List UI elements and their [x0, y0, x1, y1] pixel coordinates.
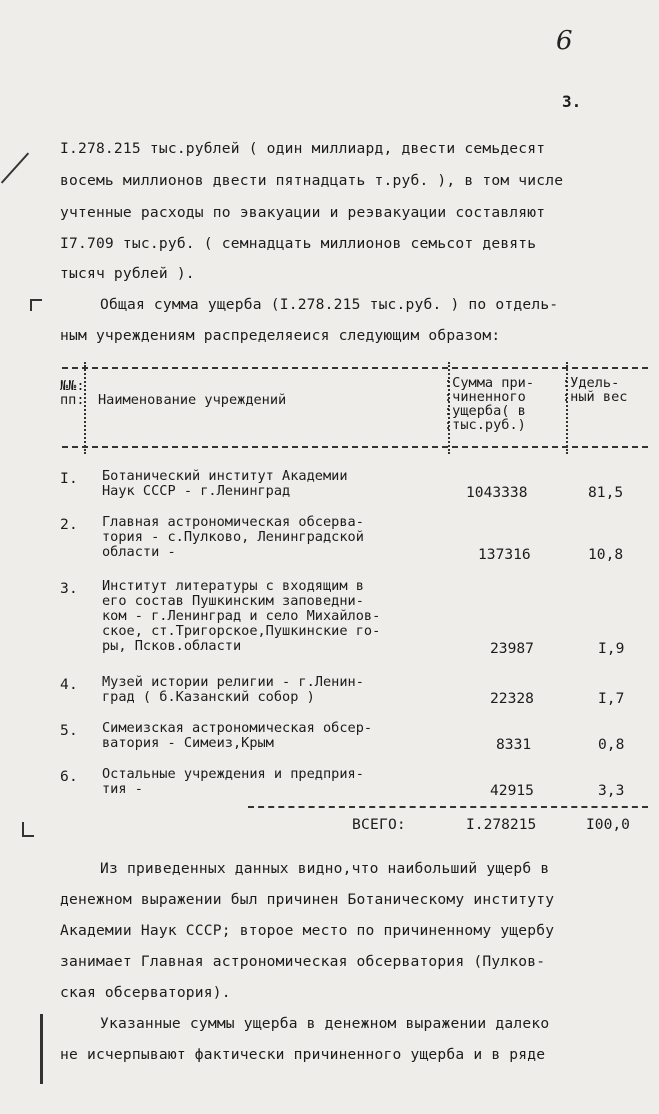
conclusion-line: занимает Главная астрономическая обсерватория (Пулков- — [60, 953, 546, 970]
header-share: :Удель- — [562, 375, 620, 391]
row-sum: 23987 — [490, 640, 534, 657]
intro-line: восемь миллионов двести пятнадцать т.руб. ), в том числе — [60, 172, 564, 189]
margin-slash-mark — [1, 152, 29, 183]
distribution-line: Общая сумма ущерба (I.278.215 тыс.руб. ) по отдель- — [100, 296, 559, 313]
row-sum: 8331 — [496, 736, 532, 753]
row-name-line: Остальные учреждения и предприя- — [102, 766, 364, 782]
row-name-line: Главная астрономическая обсерва- — [102, 514, 364, 530]
header-share: :ный вес — [562, 389, 628, 405]
page-number: 3. — [562, 92, 582, 111]
bracket-mark-top-vertical — [30, 299, 32, 311]
row-name-line: ры, Псков.области — [102, 638, 242, 654]
header-num: №№: — [60, 378, 85, 394]
column-divider — [84, 362, 86, 454]
header-sum: :ущерба( в — [444, 403, 526, 419]
row-name-line: тория - с.Пулково, Ленинградской — [102, 529, 364, 545]
row-number: 4. — [60, 676, 78, 693]
margin-bar-mark — [40, 1014, 43, 1084]
conclusion-line: Из приведенных данных видно,что наибольший ущерб в — [100, 860, 550, 877]
row-name-line: области - — [102, 544, 176, 560]
intro-line: I7.709 тыс.руб. ( семнадцать миллионов семьсот девять — [60, 235, 537, 252]
header-name: Наименование учреждений — [98, 392, 287, 408]
row-number: 6. — [60, 768, 78, 785]
row-name-line: ватория - Симеиз,Крым — [102, 735, 274, 751]
handwritten-page-number: 6 — [556, 26, 573, 56]
row-name-line: ское, ст.Тригорское,Пушкинские го- — [102, 623, 381, 639]
total-rule — [248, 806, 648, 808]
row-number: 5. — [60, 722, 78, 739]
row-number: 2. — [60, 516, 78, 533]
header-sum: :чиненного — [444, 389, 526, 405]
total-sum: I.278215 — [466, 816, 537, 833]
row-share: I,7 — [598, 690, 625, 707]
row-share: 3,3 — [598, 782, 625, 799]
row-sum: 42915 — [490, 782, 534, 799]
header-num: пп: — [60, 392, 85, 408]
row-number: I. — [60, 470, 78, 487]
final-line: не исчерпывают фактически причиненного ущерба и в ряде — [60, 1046, 546, 1063]
row-number: 3. — [60, 580, 78, 597]
row-name-line: его состав Пушкинским заповедни- — [102, 593, 364, 609]
row-share: 81,5 — [588, 484, 624, 501]
conclusion-line: Академии Наук СССР; второе место по причиненному ущербу — [60, 922, 555, 939]
bracket-mark-bottom-vertical — [22, 822, 24, 836]
row-sum: 22328 — [490, 690, 534, 707]
bracket-mark-bottom — [22, 835, 34, 837]
total-label: ВСЕГО: — [352, 816, 406, 833]
intro-line: учтенные расходы по эвакуации и реэвакуации составляют — [60, 204, 546, 221]
total-share: I00,0 — [586, 816, 630, 833]
row-name-line: град ( б.Казанский собор ) — [102, 689, 315, 705]
row-share: 10,8 — [588, 546, 624, 563]
row-name-line: Институт литературы с входящим в — [102, 578, 364, 594]
conclusion-line: ская обсерватория). — [60, 984, 231, 1001]
final-line: Указанные суммы ущерба в денежном выражении далеко — [100, 1015, 550, 1032]
row-name-line: тия - — [102, 781, 143, 797]
row-name-line: Симеизская астрономическая обсер- — [102, 720, 373, 736]
row-share: 0,8 — [598, 736, 625, 753]
header-sum: :Сумма при- — [444, 375, 535, 391]
table-header-rule — [62, 446, 648, 448]
intro-line: тысяч рублей ). — [60, 265, 195, 282]
intro-line: I.278.215 тыс.рублей ( один миллиард, двести семьдесят — [60, 140, 546, 157]
row-sum: 1043338 — [466, 484, 528, 501]
distribution-line: ным учреждениям распределяеися следующим образом: — [60, 327, 501, 344]
row-name-line: Наук СССР - г.Ленинград — [102, 483, 291, 499]
row-name-line: Ботанический институт Академии — [102, 468, 348, 484]
table-top-rule — [62, 367, 648, 369]
row-name-line: Музей истории религии - г.Ленин- — [102, 674, 364, 690]
row-share: I,9 — [598, 640, 625, 657]
conclusion-line: денежном выражении был причинен Ботаническому институту — [60, 891, 555, 908]
row-name-line: ком - г.Ленинград и село Михайлов- — [102, 608, 381, 624]
row-sum: 137316 — [478, 546, 531, 563]
header-sum: :тыс.руб.) — [444, 417, 526, 433]
